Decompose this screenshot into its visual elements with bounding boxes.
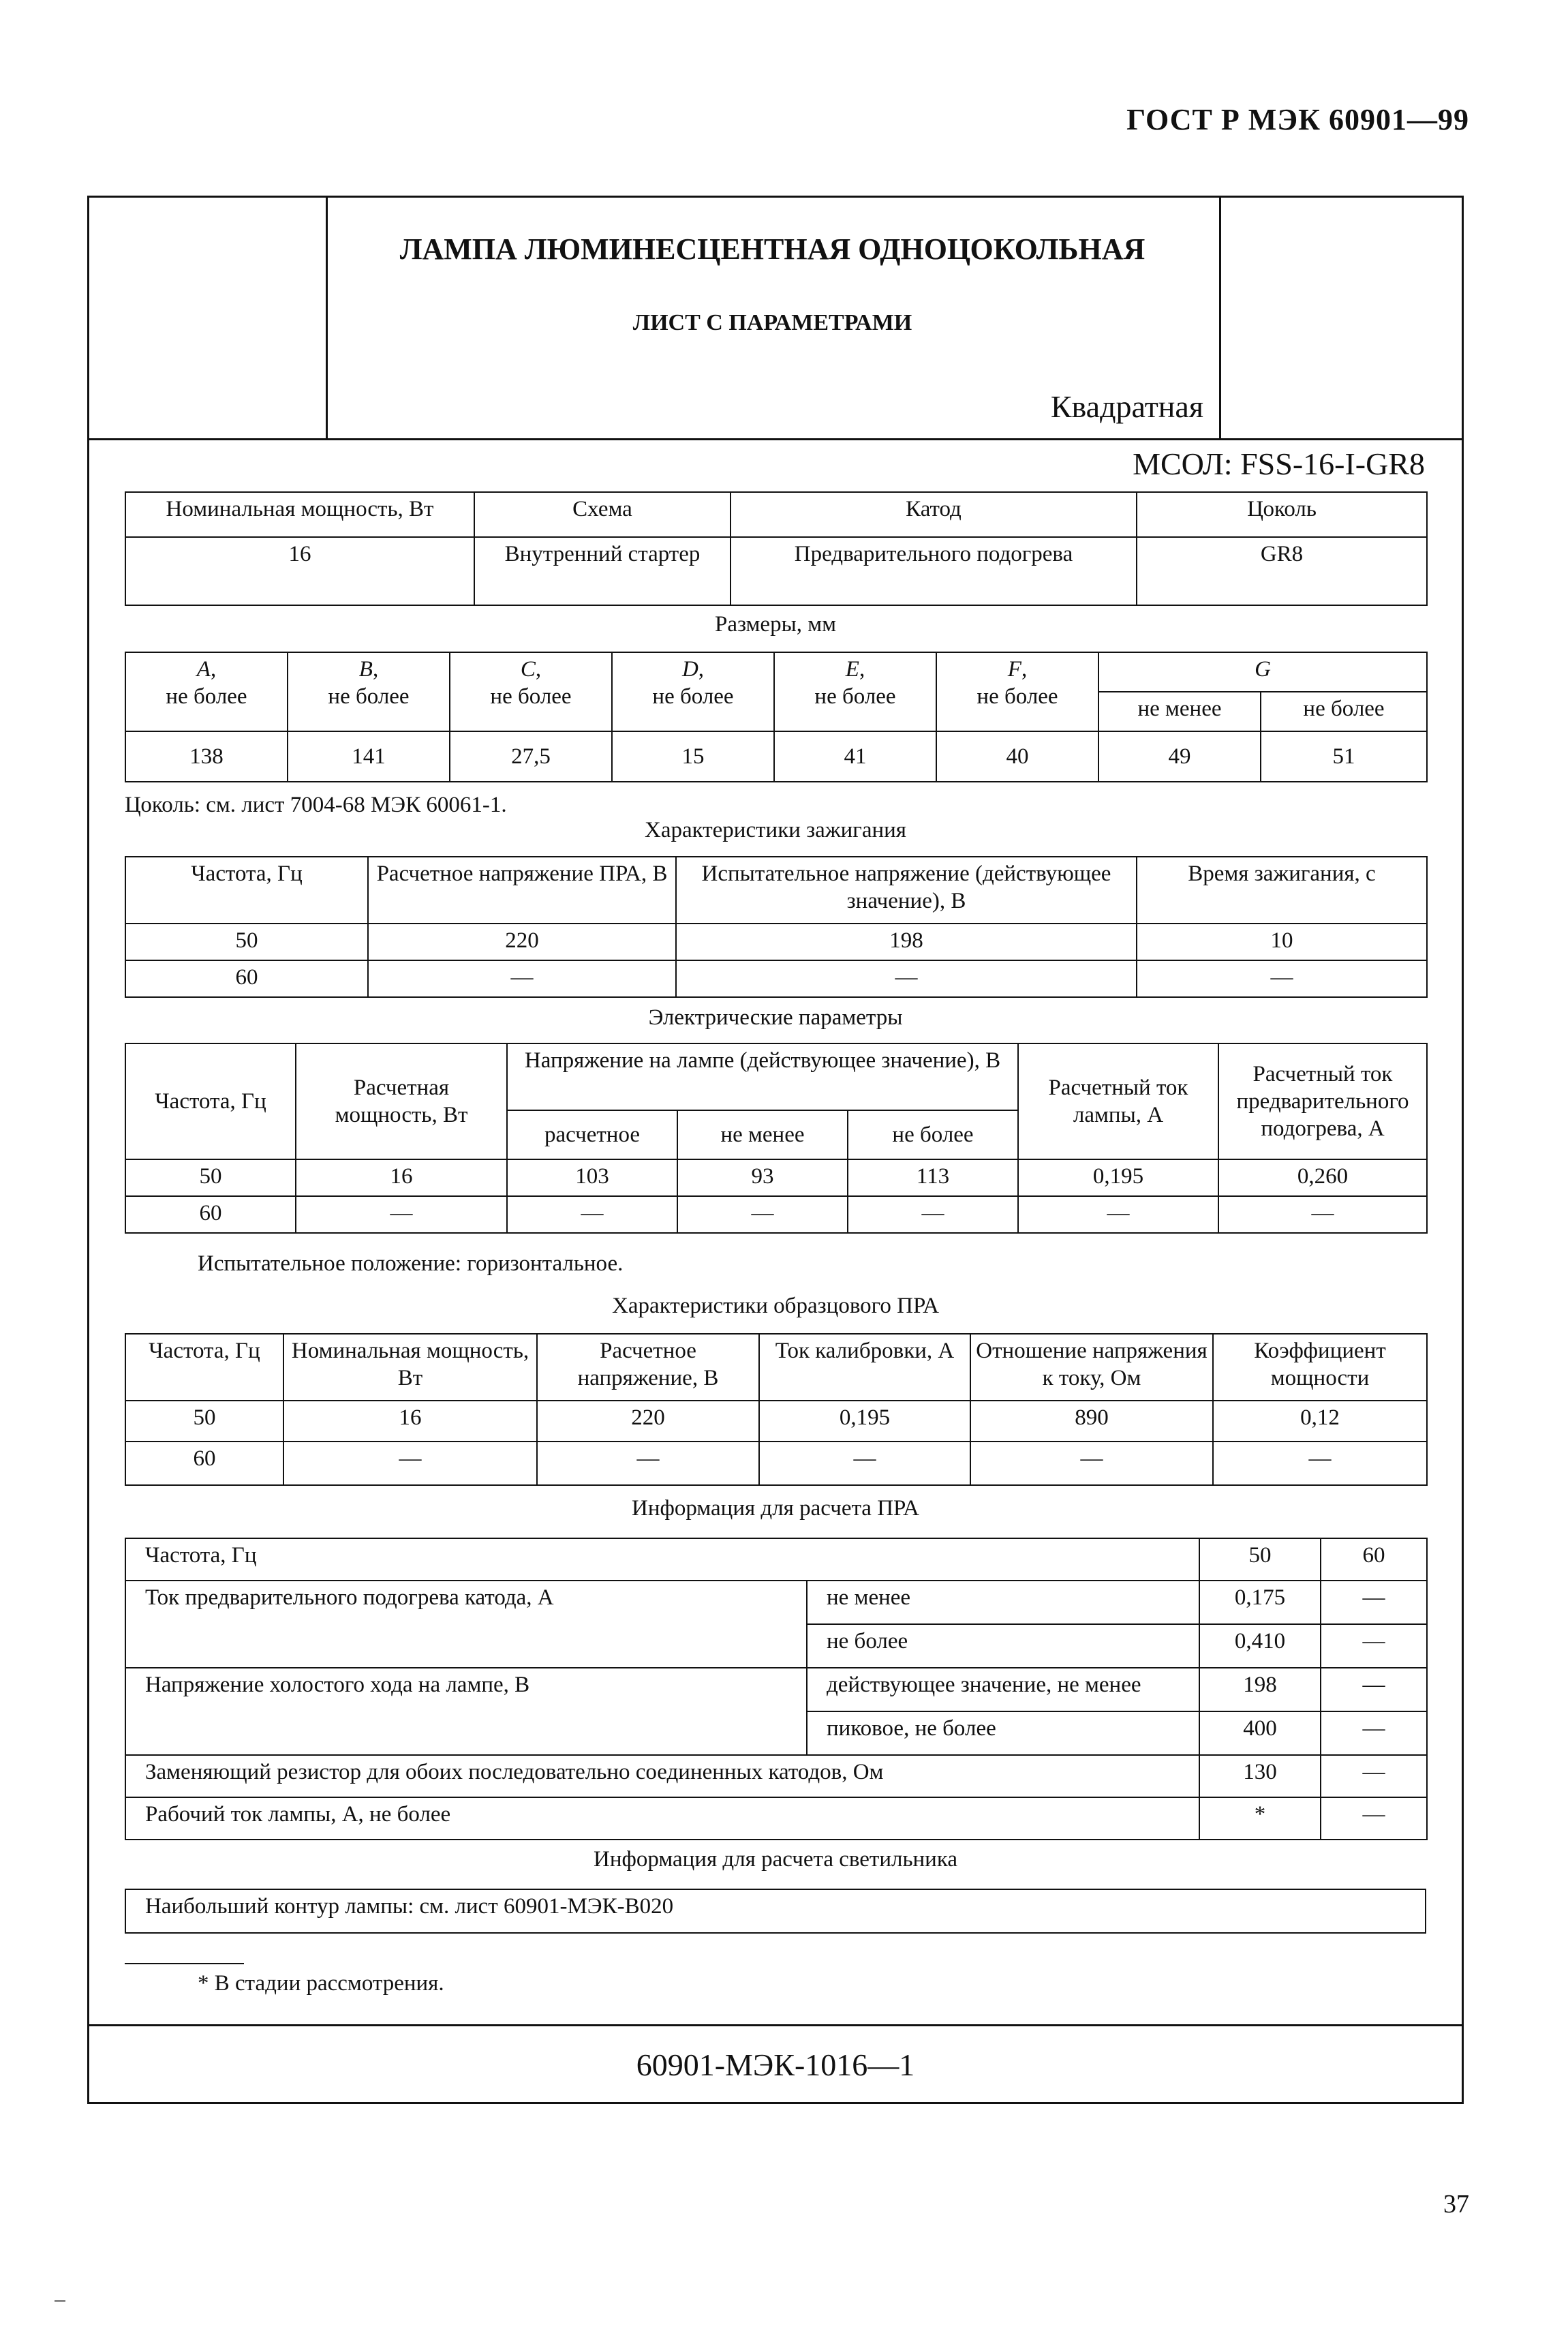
- table-cell: —: [368, 960, 676, 997]
- ballast-info-table: [125, 1538, 1428, 1840]
- header-cell: Расчетное напряжение ПРА, В: [368, 857, 676, 924]
- table-cell: 49: [1098, 731, 1261, 782]
- table-cell: 220: [537, 1401, 759, 1442]
- outline-text: Наибольший контур лампы: см. лист 60901-МЭК-В020: [125, 1889, 1426, 1933]
- header-divider-right: [1219, 196, 1221, 438]
- table-cell: —: [1213, 1442, 1427, 1485]
- dim-qualifier: не более: [166, 684, 247, 709]
- table-cell: 0,260: [1218, 1159, 1427, 1196]
- header-cell: E, не более: [774, 652, 936, 731]
- table-row: [125, 1538, 1427, 1581]
- table-cell: 16: [283, 1401, 537, 1442]
- table-cell: —: [1137, 960, 1427, 997]
- ignition-table: [125, 856, 1428, 998]
- table-cell: —: [1321, 1624, 1427, 1668]
- header-cell: F, не более: [936, 652, 1098, 731]
- ref-ballast-table: [125, 1333, 1428, 1486]
- header-cell: Схема: [474, 492, 731, 537]
- table-cell: 138: [125, 731, 288, 782]
- header-cell: расчетное: [507, 1110, 677, 1159]
- table-cell: —: [507, 1196, 677, 1233]
- header-cell: не более: [848, 1110, 1018, 1159]
- table-cell: GR8: [1137, 537, 1427, 605]
- scan-mark: [55, 2300, 65, 2302]
- table-cell: 198: [676, 924, 1137, 960]
- dimensions-caption: Размеры, мм: [714, 612, 837, 637]
- lamp-shape: Квадратная: [1050, 389, 1203, 424]
- table-cell: пиковое, не более: [807, 1711, 1199, 1755]
- ballast-info-caption: Информация для расчета ПРА: [631, 1496, 919, 1521]
- header-cell: Коэффициент мощности: [1213, 1334, 1427, 1401]
- table-cell: 60: [125, 1442, 283, 1485]
- table-row: [125, 1797, 1427, 1840]
- dim-letter: G: [1255, 657, 1271, 682]
- table-cell: 93: [677, 1159, 848, 1196]
- table-cell: 0,195: [1018, 1159, 1218, 1196]
- table-cell: —: [296, 1196, 507, 1233]
- table-cell: 890: [970, 1401, 1213, 1442]
- header-cell: Номинальная мощность, Вт: [125, 492, 474, 537]
- dim-qualifier: не более: [814, 684, 896, 709]
- header-cell: Расчетное напряжение, В: [537, 1334, 759, 1401]
- table-cell: 60: [1321, 1538, 1427, 1581]
- table-row: [125, 857, 1427, 924]
- table-cell: 0,12: [1213, 1401, 1427, 1442]
- header-cell: Расчетная мощность, Вт: [296, 1043, 507, 1159]
- table-cell: —: [1218, 1196, 1427, 1233]
- dim-qualifier: не более: [652, 684, 734, 709]
- table-cell: 15: [612, 731, 774, 782]
- table-cell: —: [677, 1196, 848, 1233]
- resistor-label: Заменяющий резистор для обоих последовательно соединенных катодов, Ом: [125, 1755, 1199, 1797]
- header-cell: Катод: [731, 492, 1137, 537]
- table-row: [125, 1196, 1427, 1233]
- table-row: [125, 1889, 1426, 1933]
- dim-letter: B: [358, 657, 373, 682]
- table-cell: —: [537, 1442, 759, 1485]
- preheat-label: Ток предварительного подогрева катода, А: [125, 1581, 807, 1668]
- table-row: [125, 731, 1427, 782]
- dim-letter: D: [681, 657, 698, 682]
- table-cell: 27,5: [450, 731, 612, 782]
- table-cell: *: [1199, 1797, 1321, 1840]
- header-cell: B, не более: [288, 652, 450, 731]
- table-cell: 50: [125, 1159, 296, 1196]
- dim-letter: F: [1007, 657, 1021, 682]
- table-row: [125, 1442, 1427, 1485]
- table-cell: 130: [1199, 1755, 1321, 1797]
- table-cell: 0,175: [1199, 1581, 1321, 1624]
- header-cell: Частота, Гц: [125, 1043, 296, 1159]
- base-note: Цоколь: см. лист 7004-68 МЭК 60061-1.: [125, 793, 507, 817]
- table-cell: не более: [807, 1624, 1199, 1668]
- luminaire-info-caption: Информация для расчета светильника: [594, 1847, 957, 1872]
- lamp-code: МСОЛ: FSS-16-I-GR8: [1133, 446, 1425, 481]
- header-cell: Ток калибровки, А: [759, 1334, 970, 1401]
- table-row: [125, 1043, 1427, 1110]
- ocv-label: Напряжение холостого хода на лампе, В: [125, 1668, 807, 1755]
- ignition-caption: Характеристики зажигания: [645, 818, 906, 842]
- table-cell: —: [1321, 1581, 1427, 1624]
- header-cell: Цоколь: [1137, 492, 1427, 537]
- dim-qualifier: не более: [977, 684, 1058, 709]
- table-row: [125, 1581, 1427, 1624]
- table-cell: Предварительного подогрева: [731, 537, 1137, 605]
- table-cell: 60: [125, 960, 368, 997]
- table-cell: 103: [507, 1159, 677, 1196]
- test-position: Испытательное положение: горизонтальное.: [198, 1251, 624, 1276]
- header-cell: Напряжение на лампе (действующее значение), В: [507, 1043, 1018, 1110]
- header-cell: Время зажигания, с: [1137, 857, 1427, 924]
- header-cell: не менее: [1098, 692, 1261, 731]
- header-cell: Номинальная мощность, Вт: [283, 1334, 537, 1401]
- table-row: [125, 1755, 1427, 1797]
- table-row: [125, 1334, 1427, 1401]
- table-row: [125, 924, 1427, 960]
- table-cell: 0,410: [1199, 1624, 1321, 1668]
- table-cell: действующее значение, не менее: [807, 1668, 1199, 1711]
- dim-letter: A: [196, 657, 211, 682]
- header-cell: Частота, Гц: [125, 1334, 283, 1401]
- main-table: [125, 491, 1428, 606]
- sheet-id: 60901-МЭК-1016—1: [636, 2047, 915, 2082]
- electrical-table: [125, 1043, 1428, 1234]
- ref-ballast-caption: Характеристики образцового ПРА: [612, 1294, 939, 1318]
- table-cell: 40: [936, 731, 1098, 782]
- table-cell: —: [970, 1442, 1213, 1485]
- header-cell: не менее: [677, 1110, 848, 1159]
- table-cell: —: [1321, 1668, 1427, 1711]
- header-cell: C, не более: [450, 652, 612, 731]
- header-cell: [1098, 652, 1427, 692]
- table-cell: 60: [125, 1196, 296, 1233]
- header-cell: Частота, Гц: [125, 857, 368, 924]
- table-row: [125, 652, 1427, 692]
- header-cell: Расчетный ток лампы, А: [1018, 1043, 1218, 1159]
- table-cell: 50: [125, 924, 368, 960]
- table-cell: —: [1018, 1196, 1218, 1233]
- freq-label: Частота, Гц: [125, 1538, 1199, 1581]
- table-row: [125, 492, 1427, 537]
- table-row: [125, 1401, 1427, 1442]
- dim-qualifier: не более: [328, 684, 410, 709]
- dimensions-table: [125, 652, 1428, 782]
- table-cell: —: [759, 1442, 970, 1485]
- table-cell: —: [1321, 1711, 1427, 1755]
- table-cell: 400: [1199, 1711, 1321, 1755]
- footer-divider: [87, 2024, 1464, 2026]
- dim-letter: C: [520, 657, 536, 682]
- table-cell: —: [676, 960, 1137, 997]
- footnote: * В стадии рассмотрения.: [198, 1971, 444, 1996]
- table-row: [125, 1159, 1427, 1196]
- table-cell: —: [1321, 1755, 1427, 1797]
- table-cell: —: [848, 1196, 1018, 1233]
- page-number: 37: [1443, 2190, 1469, 2218]
- dim-letter: E: [845, 657, 859, 682]
- electrical-caption: Электрические параметры: [648, 1005, 903, 1030]
- header-cell: A, не более: [125, 652, 288, 731]
- header-cell: Испытательное напряжение (действующее значение), В: [676, 857, 1137, 924]
- table-cell: 0,195: [759, 1401, 970, 1442]
- table-cell: 10: [1137, 924, 1427, 960]
- luminaire-info-table: [125, 1889, 1426, 1934]
- table-cell: Внутренний стартер: [474, 537, 731, 605]
- dim-qualifier: не более: [490, 684, 572, 709]
- table-cell: 16: [125, 537, 474, 605]
- sheet-subtitle: ЛИСТ С ПАРАМЕТРАМИ: [632, 310, 912, 335]
- table-cell: 198: [1199, 1668, 1321, 1711]
- table-cell: 51: [1261, 731, 1427, 782]
- header-divider-bottom: [87, 438, 1464, 440]
- current-label: Рабочий ток лампы, А, не более: [125, 1797, 1199, 1840]
- table-cell: —: [283, 1442, 537, 1485]
- table-cell: 50: [1199, 1538, 1321, 1581]
- table-cell: 41: [774, 731, 936, 782]
- table-row: [125, 960, 1427, 997]
- table-cell: 220: [368, 924, 676, 960]
- table-cell: —: [1321, 1797, 1427, 1840]
- footnote-rule: [125, 1963, 244, 1964]
- table-cell: не менее: [807, 1581, 1199, 1624]
- header-cell: Расчетный ток предварительного подогрева, А: [1218, 1043, 1427, 1159]
- table-cell: 16: [296, 1159, 507, 1196]
- table-cell: 113: [848, 1159, 1018, 1196]
- header-cell: Отношение напряжения к току, Ом: [970, 1334, 1213, 1401]
- table-cell: 50: [125, 1401, 283, 1442]
- table-cell: 141: [288, 731, 450, 782]
- standard-id: ГОСТ Р МЭК 60901—99: [1126, 103, 1469, 136]
- header-cell: D, не более: [612, 652, 774, 731]
- table-row: [125, 1668, 1427, 1711]
- sheet-title: ЛАМПА ЛЮМИНЕСЦЕНТНАЯ ОДНОЦОКОЛЬНАЯ: [399, 232, 1146, 266]
- header-cell: не более: [1261, 692, 1427, 731]
- table-row: [125, 537, 1427, 605]
